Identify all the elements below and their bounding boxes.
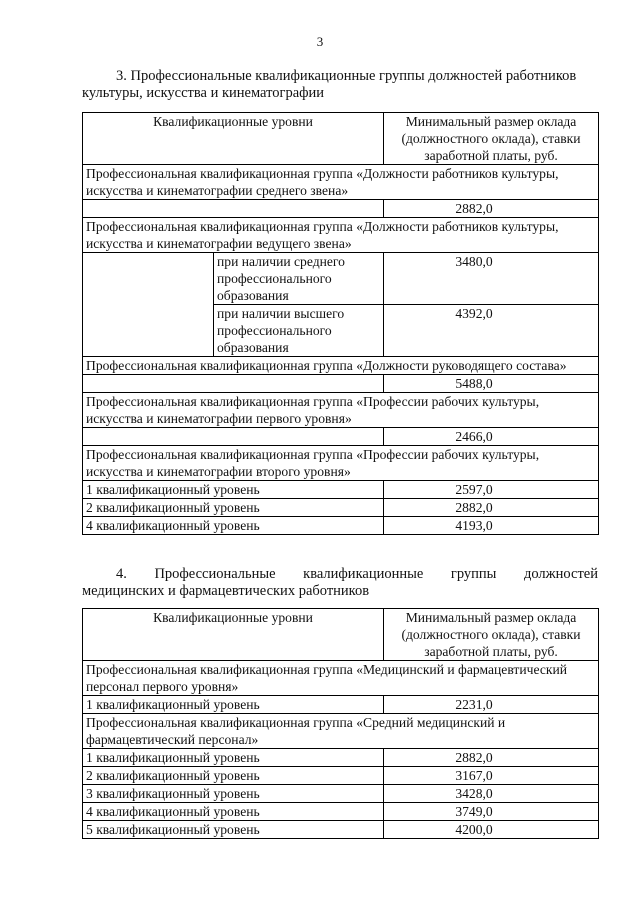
table-row [83,253,599,305]
section-3-table [82,112,599,535]
group-title: Профессиональная квалификационная группа «Должности работников культуры, искусства и кинематографии ведущего звена» [83,218,599,253]
section-4-heading-line2: медицинских и фармацевтических работников [82,583,370,599]
table-row [83,767,599,785]
header-min-salary: Минимальный размер оклада (должностного оклада), ставки заработной платы, руб. [384,113,599,165]
table-row [83,696,599,714]
salary-value: 2882,0 [384,749,599,767]
empty-cell [83,428,384,446]
section-4-table [82,608,599,839]
table-row [83,803,599,821]
section-3-heading-line1: 3. Профессиональные квалификационные группы должностей работников [116,68,577,84]
group-title: Профессиональная квалификационная группа «Профессии рабочих культуры, искусства и кинематографии второго уровня» [83,446,599,481]
row-label: 4 квалификационный уровень [83,803,384,821]
table-header-row [83,609,599,661]
group-title-row [83,661,599,696]
table-row [83,821,599,839]
salary-value: 3480,0 [384,253,599,305]
row-label: 4 квалификационный уровень [83,517,384,535]
salary-value: 2597,0 [384,481,599,499]
table-header-row [83,113,599,165]
salary-value: 2882,0 [384,499,599,517]
group-title: Профессиональная квалификационная группа «Должности работников культуры, искусства и кинематографии среднего звена» [83,165,599,200]
section-4-heading-line1 [82,566,598,583]
row-label: 1 квалификационный уровень [83,696,384,714]
group-title-row [83,357,599,375]
salary-value: 4193,0 [384,517,599,535]
salary-value: 3749,0 [384,803,599,821]
header-min-salary: Минимальный размер оклада (должностного оклада), ставки заработной платы, руб. [384,609,599,661]
row-label: 1 квалификационный уровень [83,481,384,499]
group-title-row [83,165,599,200]
heading-word: квалификационные [303,566,424,582]
group-title-row [83,714,599,749]
salary-value: 2466,0 [384,428,599,446]
row-label: 2 квалификационный уровень [83,767,384,785]
table-row [83,749,599,767]
header-qualification-levels: Квалификационные уровни [83,609,384,661]
table-row [83,200,599,218]
salary-value: 5488,0 [384,375,599,393]
table-row [83,428,599,446]
empty-cell [83,200,384,218]
header-qualification-levels: Квалификационные уровни [83,113,384,165]
salary-value: 2231,0 [384,696,599,714]
salary-value: 3167,0 [384,767,599,785]
empty-cell [83,375,384,393]
table-row [83,481,599,499]
heading-word: должностей [523,566,598,582]
row-label: 2 квалификационный уровень [83,499,384,517]
table-row [83,499,599,517]
group-title: Профессиональная квалификационная группа «Средний медицинский и фармацевтический персонал» [83,714,599,749]
group-title-row [83,393,599,428]
row-label: при наличии среднего профессионального образования [214,253,384,305]
salary-value: 2882,0 [384,200,599,218]
heading-word: группы [450,566,497,582]
heading-word: Профессиональные [154,566,276,582]
group-title-row [83,446,599,481]
table-row [83,517,599,535]
table-row [83,375,599,393]
row-label: 5 квалификационный уровень [83,821,384,839]
empty-cell [83,253,214,357]
salary-value: 3428,0 [384,785,599,803]
salary-value: 4200,0 [384,821,599,839]
group-title-row [83,218,599,253]
group-title: Профессиональная квалификационная группа «Должности руководящего состава» [83,357,599,375]
row-label: 1 квалификационный уровень [83,749,384,767]
row-label: 3 квалификационный уровень [83,785,384,803]
section-4-heading [82,566,598,600]
page-number: 3 [316,34,324,49]
salary-value: 4392,0 [384,305,599,357]
table-row [83,785,599,803]
group-title: Профессиональная квалификационная группа «Профессии рабочих культуры, искусства и кинематографии первого уровня» [83,393,599,428]
section-3-heading [82,68,598,102]
group-title: Профессиональная квалификационная группа «Медицинский и фармацевтический персонал первого уровня» [83,661,599,696]
section-3-heading-line2: культуры, искусства и кинематографии [82,85,325,101]
heading-word: 4. [116,566,127,582]
row-label: при наличии высшего профессионального образования [214,305,384,357]
